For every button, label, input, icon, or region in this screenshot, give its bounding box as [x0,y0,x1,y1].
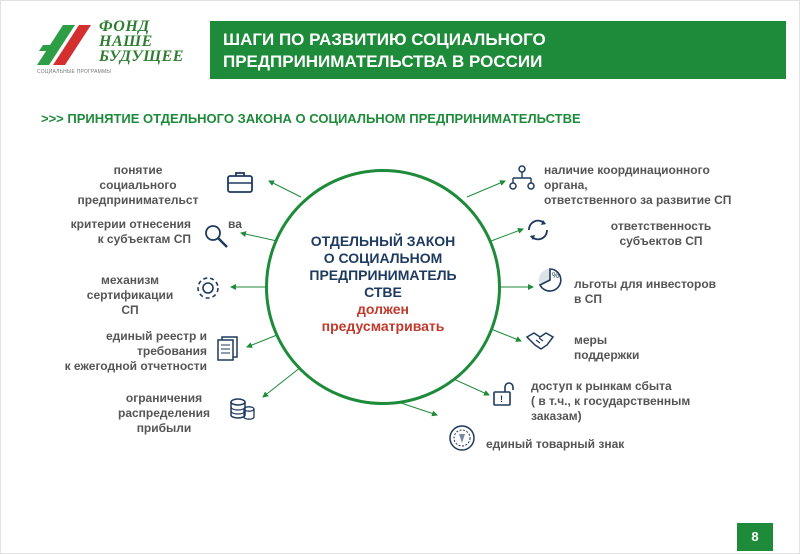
svg-text:!: ! [500,394,503,404]
arrow-to-profit [263,367,301,397]
logo-line-3: БУДУЩЕЕ [99,48,184,65]
left-item-profit [101,391,227,436]
left-item-concept-line: предпринимательст [77,193,199,207]
right-item-coordination [544,163,784,208]
magnifier-icon [201,221,231,251]
right-item-responsibility [591,219,731,249]
gear-icon [193,273,223,303]
right-item-market [531,379,771,424]
right-item-market-line: ( в т.ч., к государственным [531,394,691,408]
right-item-investors [574,277,774,307]
coins-icon [227,393,257,423]
org-chart-icon [507,163,537,193]
left-item-concept-tail: ва [228,217,242,231]
left-item-concept-line: социального [99,178,177,192]
center-accent-2: предусматривать [321,318,445,334]
left-item-registry-line: требования [137,344,207,358]
left-item-profit-line: прибыли [136,421,192,435]
percent-pie-icon [535,265,565,295]
right-item-trademark: единый товарный знак [486,437,625,451]
left-item-profit-line: ограничения [125,391,203,405]
documents-icon [213,333,243,363]
left-item-criteria-line: к субъектам СП [97,232,191,246]
left-item-certification-line: СП [121,303,139,317]
left-item-profit-line: распределения [118,406,210,420]
left-item-registry-line: единый реестр и [106,329,207,343]
padlock-icon [489,379,519,409]
center-line-3: ПРЕДПРИНИМАТЕЛЬ [309,267,457,283]
briefcase-icon [225,167,255,197]
left-item-registry [21,329,207,374]
right-item-investors-line: льготы для инвесторов [574,277,717,291]
right-item-responsibility-line: ответственность [610,219,712,233]
right-item-market-line: доступ к рынкам сбыта [531,379,672,393]
logo-line-1: ФОНД [99,18,150,35]
arrow-to-concept [269,181,301,197]
trademark-seal-icon [447,423,477,453]
left-item-concept-line: понятие [113,163,163,177]
right-item-market-line: заказам) [531,409,582,423]
handshake-icon [525,325,555,355]
center-accent-1: должен [357,301,409,317]
left-item-certification-line: сертификации [86,288,174,302]
arrow-to-trademark [401,403,437,415]
right-item-coordination-line: органа, [544,178,588,192]
right-item-coordination-line: наличие координационного [544,163,710,177]
right-item-support [574,333,694,363]
left-item-registry-line: к ежегодной отчетности [64,359,207,373]
page-title-line-2: ПРЕДПРИНИМАТЕЛЬСТВА В РОССИИ [223,52,543,71]
arrow-to-coordination [467,181,505,197]
right-item-responsibility-line: субъектов СП [619,234,703,248]
right-item-support-line: меры [574,333,608,347]
center-line-4: СТВЕ [364,284,402,300]
subtitle: >>> ПРИНЯТИЕ ОТДЕЛЬНОГО ЗАКОНА О СОЦИАЛЬНОМ ПРЕДПРИНИМАТЕЛЬСТВЕ [41,111,581,126]
left-item-concept [63,163,213,208]
center-line-2: О СОЦИАЛЬНОМ [323,250,443,266]
svg-text:%: % [552,271,560,280]
logo-tagline: СОЦИАЛЬНЫЕ ПРОГРАММЫ [37,69,111,75]
logo-line-2: НАШЕ [99,33,153,50]
left-item-criteria-line: критерии отнесения [70,217,191,231]
cycle-arrows-icon [523,215,553,245]
left-item-criteria [41,217,191,247]
right-item-coordination-line: ответственного за развитие СП [544,193,732,207]
center-line-1: ОТДЕЛЬНЫЙ ЗАКОН [310,233,456,249]
left-item-certification-line: механизм [101,273,159,287]
left-item-certification [67,273,193,318]
page-number: 8 [737,523,773,551]
center-text [265,233,501,335]
right-item-support-line: поддержки [574,348,640,362]
right-item-investors-line: в СП [574,292,603,306]
page-title-line-1: ШАГИ ПО РАЗВИТИЮ СОЦИАЛЬНОГО [223,30,546,49]
arrow-to-registry [247,335,277,347]
